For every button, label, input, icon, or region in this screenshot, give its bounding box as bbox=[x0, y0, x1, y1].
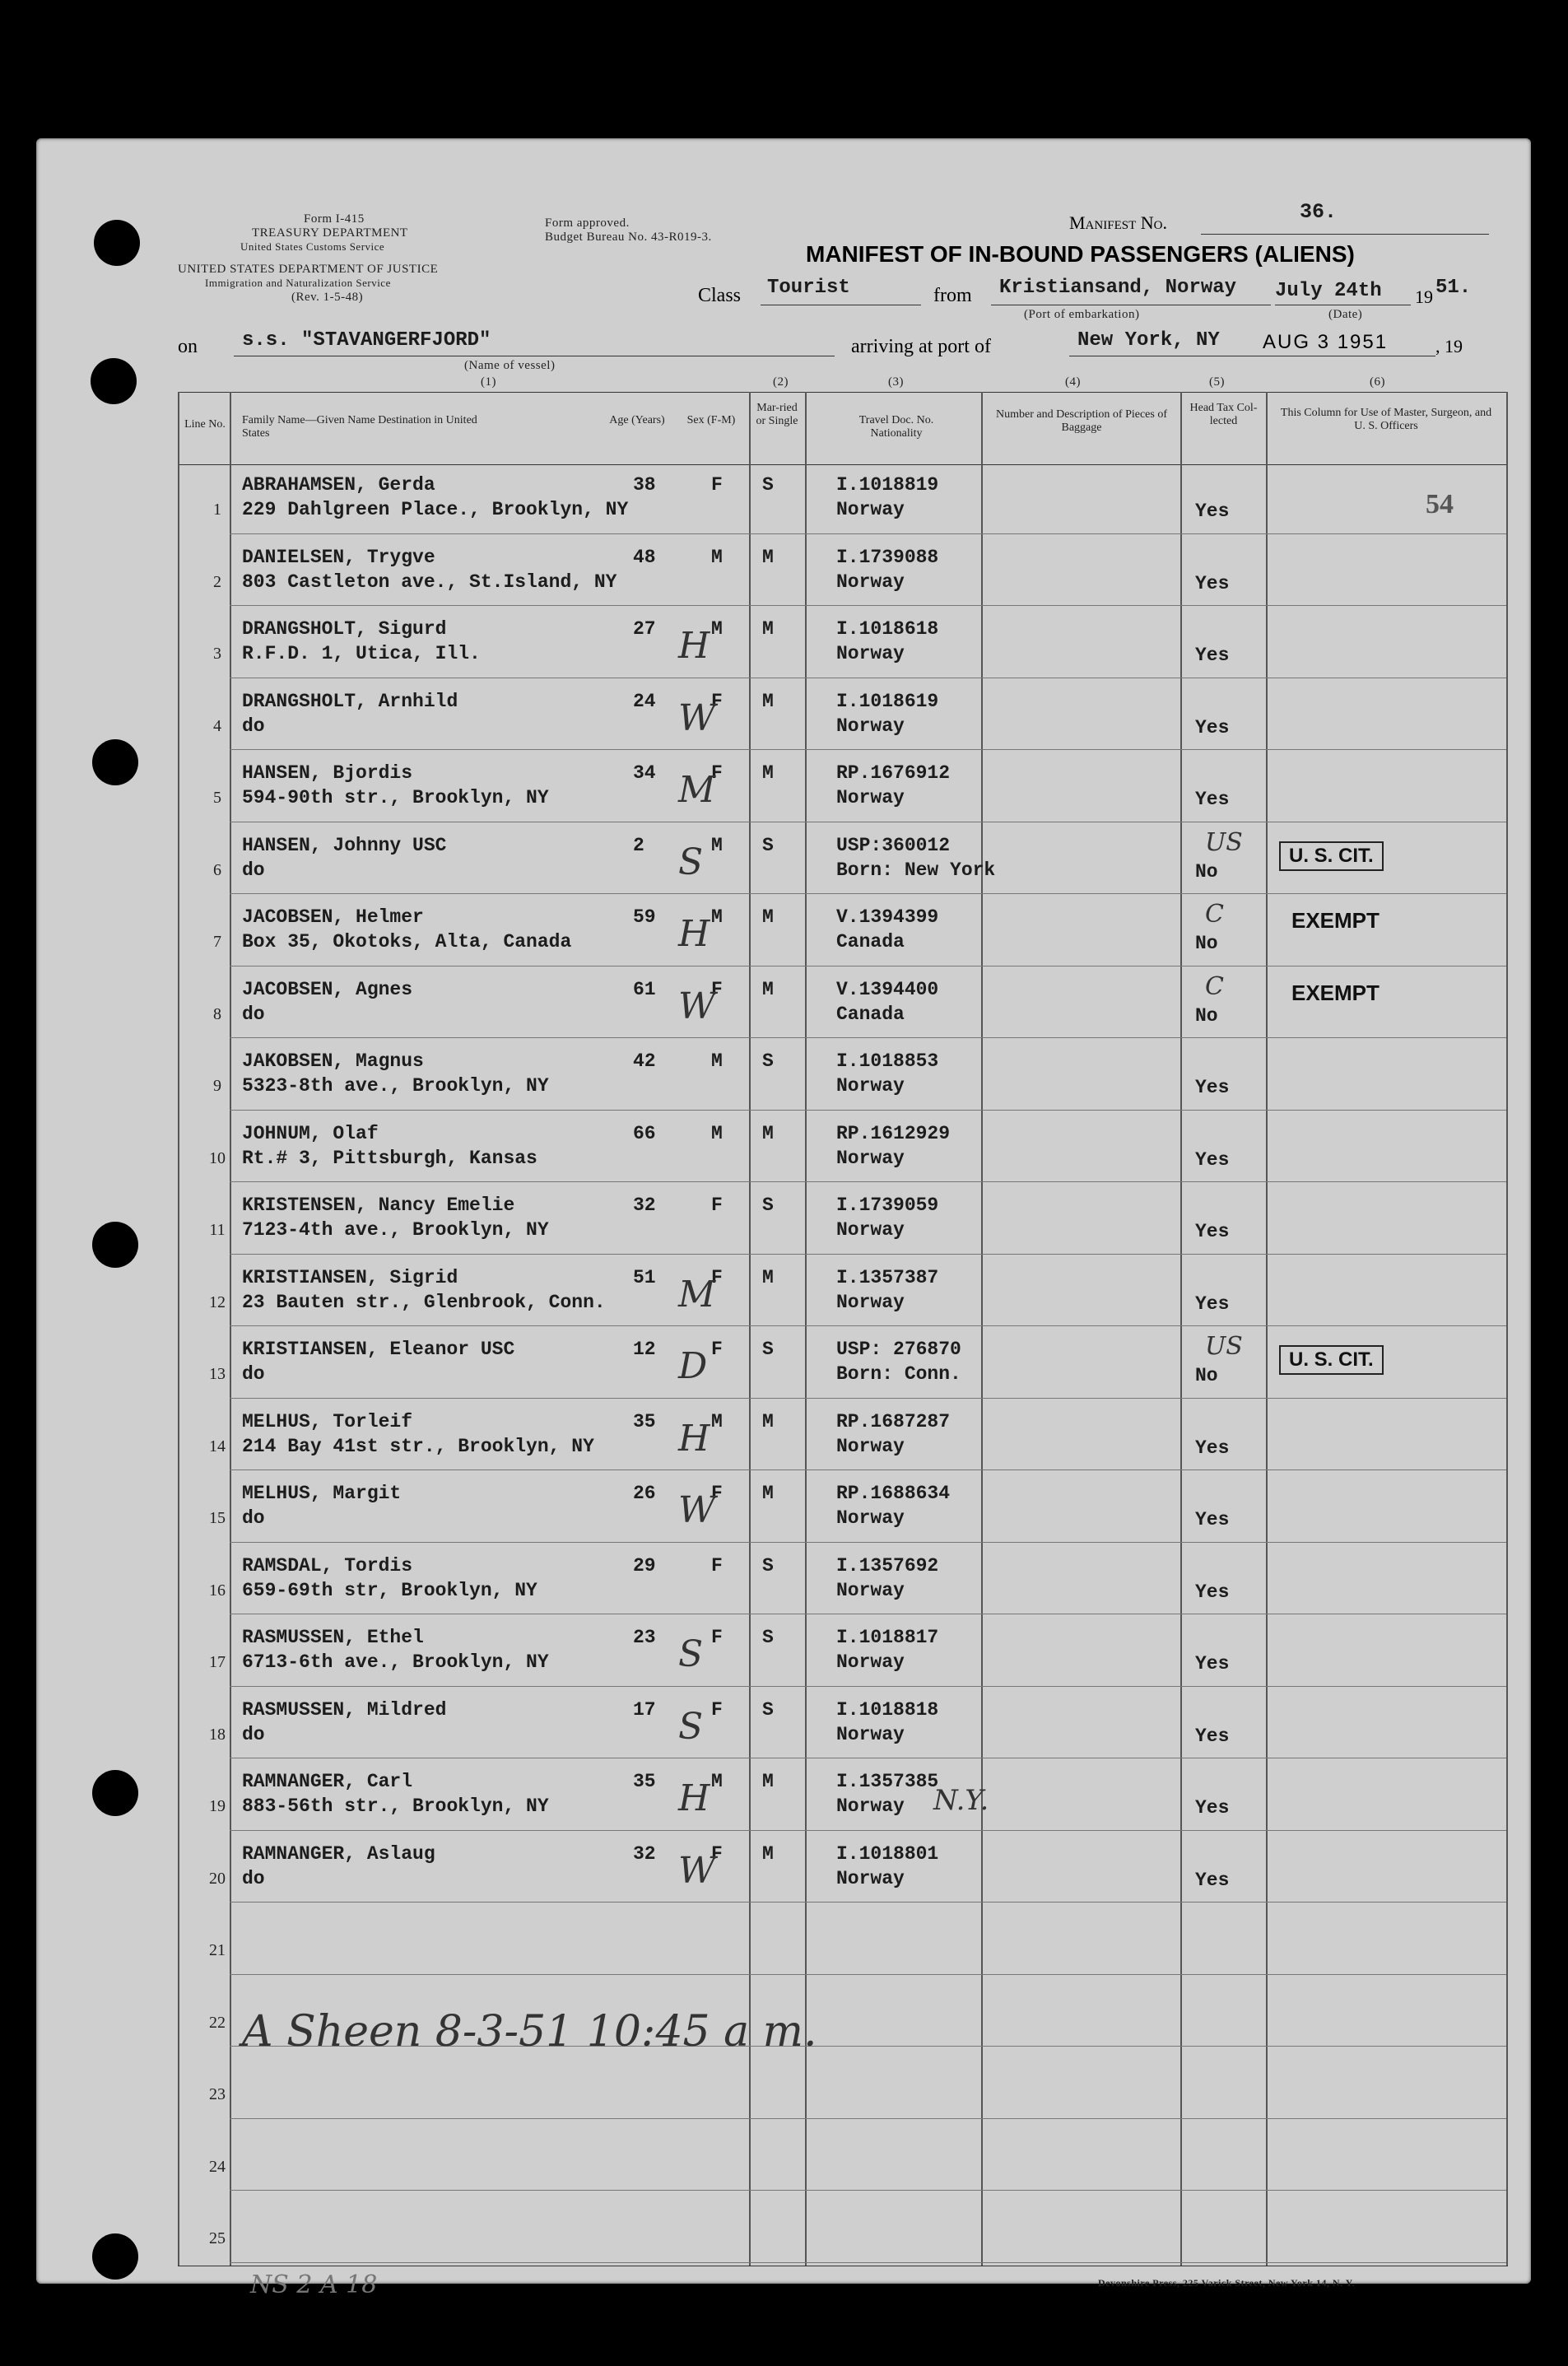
handwritten-mark: H bbox=[678, 1777, 710, 1819]
page-title: MANIFEST OF IN-BOUND PASSENGERS (ALIENS) bbox=[806, 241, 1355, 267]
table-row bbox=[230, 2118, 1506, 2119]
passenger-sex: F bbox=[711, 1627, 723, 1648]
passenger-age: 61 bbox=[633, 978, 656, 1000]
table-row bbox=[230, 749, 1506, 750]
marital-status: M bbox=[762, 1122, 774, 1144]
col-number: (5) bbox=[1209, 375, 1225, 389]
exempt-stamp: EXEMPT bbox=[1291, 980, 1380, 1005]
passenger-name: JOHNUM, Olaf bbox=[242, 1122, 379, 1144]
table-row bbox=[230, 605, 1506, 606]
line-number: 6 bbox=[213, 860, 221, 879]
manifest-no-label: Manifest No. bbox=[1069, 212, 1167, 233]
line-number: 3 bbox=[213, 645, 221, 663]
bottom-left-note: NS 2 A 18 bbox=[250, 2271, 378, 2299]
head-tax: Yes bbox=[1195, 1292, 1230, 1315]
passenger-name: RAMSDAL, Tordis bbox=[242, 1554, 413, 1577]
travel-doc: I.1357385 bbox=[836, 1771, 939, 1792]
nationality: Canada bbox=[836, 931, 905, 952]
head-tax: Yes bbox=[1195, 1077, 1230, 1098]
passenger-sex: M bbox=[711, 546, 723, 568]
us-citizen-stamp: U. S. CIT. bbox=[1279, 1345, 1384, 1375]
form-approved: Form approved. bbox=[545, 217, 630, 230]
passenger-sex: M bbox=[711, 1771, 723, 1792]
travel-doc: I.1357692 bbox=[836, 1554, 939, 1577]
port-embark-caption: (Port of embarkation) bbox=[1024, 308, 1140, 321]
customs-service: United States Customs Service bbox=[240, 240, 385, 253]
passenger-destination: 6713-6th ave., Brooklyn, NY bbox=[242, 1651, 549, 1673]
travel-doc: USP:360012 bbox=[836, 834, 951, 856]
passenger-age: 29 bbox=[633, 1554, 656, 1577]
tax-handmark: C bbox=[1205, 900, 1224, 929]
head-tax: Yes bbox=[1195, 1725, 1230, 1747]
marital-status: M bbox=[762, 1266, 774, 1288]
nationality: Norway bbox=[836, 1867, 905, 1889]
table-row bbox=[230, 1469, 1506, 1470]
passenger-age: 59 bbox=[633, 906, 656, 928]
tax-handmark: US bbox=[1205, 1332, 1243, 1361]
table-head-border bbox=[178, 464, 1508, 465]
travel-doc: I.1018817 bbox=[836, 1627, 939, 1648]
passenger-age: 23 bbox=[633, 1627, 656, 1648]
passenger-sex: M bbox=[711, 906, 723, 928]
passenger-sex: F bbox=[711, 1339, 723, 1360]
passenger-destination: 5323-8th ave., Brooklyn, NY bbox=[242, 1075, 549, 1097]
vessel-caption: (Name of vessel) bbox=[464, 359, 556, 372]
top-right-number: 54 bbox=[1426, 489, 1454, 519]
line-number: 20 bbox=[209, 1869, 226, 1888]
marital-status: S bbox=[762, 1554, 774, 1577]
nationality: Born: New York bbox=[836, 859, 996, 881]
handwritten-mark: H bbox=[678, 913, 710, 955]
us-citizen-stamp: U. S. CIT. bbox=[1279, 841, 1384, 871]
vessel-name: s.s. "STAVANGERFJORD" bbox=[242, 329, 491, 352]
passenger-age: 26 bbox=[633, 1483, 656, 1504]
table-row bbox=[230, 1254, 1506, 1255]
handwritten-mark: W bbox=[678, 1849, 716, 1892]
passenger-name: RASMUSSEN, Ethel bbox=[242, 1627, 424, 1648]
handwritten-mark: H bbox=[678, 625, 710, 667]
nationality: Norway bbox=[836, 1075, 905, 1097]
handwritten-mark: W bbox=[678, 985, 716, 1027]
class-value: Tourist bbox=[767, 277, 850, 299]
line-number: 9 bbox=[213, 1077, 221, 1095]
passenger-sex: M bbox=[711, 618, 723, 640]
passenger-sex: F bbox=[711, 762, 723, 784]
year-prefix: 19 bbox=[1415, 286, 1433, 307]
table-top-border bbox=[178, 392, 1508, 393]
passenger-name: HANSEN, Bjordis bbox=[242, 762, 413, 784]
travel-doc: USP: 276870 bbox=[836, 1339, 961, 1360]
travel-doc: I.1018619 bbox=[836, 690, 939, 712]
binder-hole bbox=[92, 2233, 138, 2280]
head-tax: Yes bbox=[1195, 716, 1230, 738]
marital-status: S bbox=[762, 1050, 774, 1072]
passenger-destination: do bbox=[242, 859, 265, 881]
passenger-age: 35 bbox=[633, 1771, 656, 1792]
marital-status: S bbox=[762, 1627, 774, 1648]
passenger-name: JAKOBSEN, Magnus bbox=[242, 1050, 424, 1072]
col-head-travel: Travel Doc. No. Nationality bbox=[858, 414, 934, 440]
line-number: 24 bbox=[209, 2157, 226, 2176]
passenger-age: 34 bbox=[633, 762, 656, 784]
passenger-sex: F bbox=[711, 978, 723, 1000]
passenger-age: 48 bbox=[633, 546, 656, 568]
travel-doc: V.1394399 bbox=[836, 906, 939, 928]
arrival-date-stamp: AUG 3 1951 bbox=[1263, 331, 1389, 353]
passenger-name: DANIELSEN, Trygve bbox=[242, 546, 435, 568]
passenger-destination: 23 Bauten str., Glenbrook, Conn. bbox=[242, 1291, 606, 1313]
budget-bureau: Budget Bureau No. 43-R019-3. bbox=[545, 231, 712, 244]
handwritten-mark: S bbox=[678, 1633, 704, 1675]
travel-doc: I.1018801 bbox=[836, 1842, 939, 1865]
col-head-name: Family Name—Given Name Destination in United States bbox=[242, 414, 477, 440]
head-tax: Yes bbox=[1195, 1221, 1230, 1242]
nationality: Norway bbox=[836, 1579, 905, 1601]
passenger-age: 17 bbox=[633, 1698, 656, 1721]
head-tax: Yes bbox=[1195, 1509, 1230, 1530]
nationality: Norway bbox=[836, 1795, 905, 1817]
travel-doc: V.1394400 bbox=[836, 978, 939, 1000]
passenger-name: JACOBSEN, Helmer bbox=[242, 906, 424, 928]
passenger-name: KRISTIANSEN, Eleanor USC bbox=[242, 1339, 515, 1360]
passenger-sex: M bbox=[711, 1410, 723, 1432]
line-number: 21 bbox=[209, 1941, 226, 1959]
passenger-sex: F bbox=[711, 690, 723, 712]
nationality: Norway bbox=[836, 643, 905, 664]
nationality: Norway bbox=[836, 1291, 905, 1313]
nationality: Norway bbox=[836, 1219, 905, 1241]
handwritten-mark: W bbox=[678, 696, 716, 739]
line-number: 25 bbox=[209, 2229, 226, 2247]
nationality: Norway bbox=[836, 1723, 905, 1745]
line-number: 4 bbox=[213, 716, 221, 735]
passenger-age: 51 bbox=[633, 1266, 656, 1288]
passenger-name: ABRAHAMSEN, Gerda bbox=[242, 474, 435, 496]
passenger-name: HANSEN, Johnny USC bbox=[242, 834, 447, 856]
marital-status: M bbox=[762, 762, 774, 784]
passenger-destination: Box 35, Okotoks, Alta, Canada bbox=[242, 931, 572, 952]
passenger-destination: do bbox=[242, 1723, 265, 1745]
head-tax: Yes bbox=[1195, 645, 1230, 666]
class-label: Class bbox=[698, 285, 742, 306]
passenger-destination: 229 Dahlgreen Place., Brooklyn, NY bbox=[242, 499, 629, 520]
passenger-sex: F bbox=[711, 1698, 723, 1721]
tax-handmark: US bbox=[1205, 827, 1243, 857]
travel-doc: I.1357387 bbox=[836, 1266, 939, 1288]
head-tax: Yes bbox=[1195, 1581, 1230, 1603]
head-tax: No bbox=[1195, 933, 1218, 954]
revision: (Rev. 1-5-48) bbox=[291, 291, 364, 304]
binder-hole bbox=[92, 739, 138, 785]
line-number: 22 bbox=[209, 2013, 226, 2032]
head-tax: No bbox=[1195, 1365, 1218, 1386]
passenger-age: 42 bbox=[633, 1050, 656, 1072]
line-number: 19 bbox=[209, 1797, 226, 1815]
binder-hole bbox=[92, 1770, 138, 1816]
col-number: (6) bbox=[1370, 375, 1385, 389]
travel-doc: I.1018618 bbox=[836, 618, 939, 640]
nationality: Norway bbox=[836, 499, 905, 520]
table-row bbox=[230, 893, 1506, 894]
line-number: 10 bbox=[209, 1148, 226, 1167]
nationality: Norway bbox=[836, 1651, 905, 1673]
table-row bbox=[230, 1542, 1506, 1543]
binder-hole bbox=[92, 1222, 138, 1268]
passenger-age: 27 bbox=[633, 618, 656, 640]
binder-hole bbox=[91, 358, 137, 404]
travel-doc: I.1739088 bbox=[836, 546, 939, 568]
table-row bbox=[230, 1037, 1506, 1038]
line-number: 5 bbox=[213, 789, 221, 807]
head-tax: No bbox=[1195, 1004, 1218, 1027]
head-tax: Yes bbox=[1195, 572, 1230, 594]
passenger-name: DRANGSHOLT, Arnhild bbox=[242, 690, 458, 712]
handwritten-mark: S bbox=[678, 841, 704, 883]
passenger-name: KRISTENSEN, Nancy Emelie bbox=[242, 1195, 515, 1216]
nationality: Norway bbox=[836, 787, 905, 808]
manifest-no-line bbox=[1201, 234, 1489, 235]
year-value: 51. bbox=[1435, 277, 1472, 299]
col-head-married: Mar-ried or Single bbox=[756, 402, 798, 427]
passenger-sex: F bbox=[711, 1554, 723, 1577]
marital-status: S bbox=[762, 1698, 774, 1721]
line-number: 8 bbox=[213, 1004, 221, 1023]
line-number: 18 bbox=[209, 1725, 226, 1744]
line-number: 15 bbox=[209, 1509, 226, 1527]
form-number: Form I-415 bbox=[304, 212, 365, 226]
table-row bbox=[230, 1974, 1506, 1975]
line-number: 13 bbox=[209, 1365, 226, 1383]
nationality-handmark: N.Y. bbox=[933, 1784, 989, 1817]
travel-doc: I.1739059 bbox=[836, 1195, 939, 1216]
marital-status: M bbox=[762, 1410, 774, 1432]
line-number: 7 bbox=[213, 933, 221, 951]
head-tax: Yes bbox=[1195, 1653, 1230, 1674]
passenger-destination: do bbox=[242, 715, 265, 737]
head-tax: No bbox=[1195, 860, 1218, 883]
table-row bbox=[230, 1686, 1506, 1687]
marital-status: S bbox=[762, 1195, 774, 1216]
table-row bbox=[230, 1398, 1506, 1399]
justice-dept: UNITED STATES DEPARTMENT OF JUSTICE bbox=[178, 263, 439, 276]
marital-status: S bbox=[762, 834, 774, 856]
head-tax: Yes bbox=[1195, 501, 1230, 522]
passenger-destination: do bbox=[242, 1003, 265, 1025]
nationality: Born: Conn. bbox=[836, 1363, 961, 1385]
passenger-age: 2 bbox=[633, 834, 644, 856]
col-number: (2) bbox=[773, 375, 789, 389]
passenger-destination: 883-56th str., Brooklyn, NY bbox=[242, 1795, 549, 1817]
line-number: 12 bbox=[209, 1292, 226, 1311]
inspector-note: A Sheen 8-3-51 10:45 a m. bbox=[242, 2007, 817, 2056]
col-divider bbox=[749, 392, 751, 2266]
col-divider bbox=[1180, 392, 1182, 2266]
nationality: Norway bbox=[836, 571, 905, 593]
table-row bbox=[230, 533, 1506, 534]
passenger-destination: 803 Castleton ave., St.Island, NY bbox=[242, 571, 617, 593]
ins-service: Immigration and Naturalization Service bbox=[205, 277, 391, 289]
passenger-name: JACOBSEN, Agnes bbox=[242, 978, 413, 1000]
printer-imprint: Devonshire Press, 225 Varick Street, New York 14, N. Y. bbox=[1098, 2277, 1356, 2289]
marital-status: S bbox=[762, 474, 774, 496]
marital-status: M bbox=[762, 690, 774, 712]
passenger-name: MELHUS, Torleif bbox=[242, 1410, 413, 1432]
marital-status: M bbox=[762, 906, 774, 928]
table-row bbox=[230, 2190, 1506, 2191]
line-number: 23 bbox=[209, 2085, 226, 2103]
head-tax: Yes bbox=[1195, 789, 1230, 810]
marital-status: M bbox=[762, 978, 774, 1000]
passenger-sex: M bbox=[711, 1050, 723, 1072]
date-caption: (Date) bbox=[1328, 308, 1363, 321]
travel-doc: I.1018818 bbox=[836, 1698, 939, 1721]
nationality: Norway bbox=[836, 715, 905, 737]
col-number: (4) bbox=[1065, 375, 1081, 389]
col-number: (3) bbox=[888, 375, 904, 389]
col-head-officers: This Column for Use of Master, Surgeon, and U. S. Officers bbox=[1280, 407, 1492, 432]
passenger-name: KRISTIANSEN, Sigrid bbox=[242, 1266, 458, 1288]
table-row bbox=[230, 1902, 1506, 1903]
marital-status: M bbox=[762, 1483, 774, 1504]
col-head-line: Line No. bbox=[184, 418, 226, 431]
handwritten-mark: D bbox=[678, 1345, 708, 1387]
travel-doc: RP.1688634 bbox=[836, 1483, 951, 1504]
handwritten-mark: W bbox=[678, 1489, 716, 1531]
binder-hole bbox=[94, 220, 140, 266]
passenger-age: 35 bbox=[633, 1410, 656, 1432]
col-divider bbox=[981, 392, 983, 2266]
travel-doc: I.1018819 bbox=[836, 474, 939, 496]
travel-doc: RP.1687287 bbox=[836, 1410, 951, 1432]
line-number: 2 bbox=[213, 572, 221, 591]
passenger-sex: F bbox=[711, 1266, 723, 1288]
col-head-headtax: Head Tax Col-lected bbox=[1189, 402, 1258, 427]
manifest-sheet bbox=[36, 138, 1531, 2299]
handwritten-mark: H bbox=[678, 1417, 710, 1460]
head-tax: Yes bbox=[1195, 1869, 1230, 1891]
passenger-name: MELHUS, Margit bbox=[242, 1483, 402, 1504]
passenger-name: DRANGSHOLT, Sigurd bbox=[242, 618, 447, 640]
table-row bbox=[230, 1325, 1506, 1326]
line-number: 16 bbox=[209, 1581, 226, 1600]
date-value: July 24th bbox=[1275, 280, 1382, 302]
line-number: 11 bbox=[209, 1221, 226, 1239]
col-divider bbox=[805, 392, 807, 2266]
passenger-destination: Rt.# 3, Pittsburgh, Kansas bbox=[242, 1147, 537, 1169]
on-label: on bbox=[178, 336, 198, 357]
line-number: 1 bbox=[213, 501, 221, 519]
handwritten-mark: S bbox=[678, 1705, 704, 1748]
marital-status: M bbox=[762, 1842, 774, 1865]
passenger-sex: F bbox=[711, 1842, 723, 1865]
passenger-age: 66 bbox=[633, 1122, 656, 1144]
line-number: 14 bbox=[209, 1437, 226, 1455]
passenger-destination: 659-69th str, Brooklyn, NY bbox=[242, 1579, 537, 1601]
col-head-sex: Sex (F-M) bbox=[686, 414, 736, 426]
nationality: Norway bbox=[836, 1435, 905, 1457]
passenger-destination: do bbox=[242, 1363, 265, 1385]
nationality: Canada bbox=[836, 1003, 905, 1025]
passenger-sex: F bbox=[711, 474, 723, 496]
treasury-dept: TREASURY DEPARTMENT bbox=[252, 226, 408, 240]
table-row bbox=[230, 1110, 1506, 1111]
passenger-sex: F bbox=[711, 1483, 723, 1504]
passenger-sex: M bbox=[711, 834, 723, 856]
passenger-age: 32 bbox=[633, 1195, 656, 1216]
passenger-destination: 214 Bay 41st str., Brooklyn, NY bbox=[242, 1435, 594, 1457]
travel-doc: RP.1676912 bbox=[836, 762, 951, 784]
col-divider bbox=[178, 392, 179, 2266]
exempt-stamp: EXEMPT bbox=[1291, 908, 1380, 933]
passenger-destination: 7123-4th ave., Brooklyn, NY bbox=[242, 1219, 549, 1241]
col-divider bbox=[230, 392, 231, 2266]
marital-status: M bbox=[762, 546, 774, 568]
passenger-destination: 594-90th str., Brooklyn, NY bbox=[242, 787, 549, 808]
marital-status: M bbox=[762, 618, 774, 640]
col-divider bbox=[1506, 392, 1508, 2266]
col-number: (1) bbox=[481, 375, 496, 389]
table-row bbox=[230, 1181, 1506, 1182]
arrival-port: New York, NY bbox=[1077, 329, 1220, 352]
from-value: Kristiansand, Norway bbox=[999, 277, 1237, 299]
passenger-name: RAMNANGER, Aslaug bbox=[242, 1842, 435, 1865]
table-row bbox=[230, 1830, 1506, 1831]
arriving-label: arriving at port of bbox=[851, 336, 991, 357]
handwritten-mark: M bbox=[678, 769, 716, 811]
nationality: Norway bbox=[836, 1147, 905, 1169]
marital-status: M bbox=[762, 1771, 774, 1792]
travel-doc: I.1018853 bbox=[836, 1050, 939, 1072]
passenger-sex: M bbox=[711, 1122, 723, 1144]
table-row bbox=[230, 2262, 1506, 2263]
head-tax: Yes bbox=[1195, 1148, 1230, 1171]
arrival-year-suffix: , 19 bbox=[1435, 336, 1463, 356]
handwritten-mark: M bbox=[678, 1273, 716, 1316]
passenger-name: RAMNANGER, Carl bbox=[242, 1771, 413, 1792]
passenger-age: 12 bbox=[633, 1339, 656, 1360]
col-head-age: Age (Years) bbox=[609, 414, 665, 426]
passenger-age: 38 bbox=[633, 474, 656, 496]
marital-status: S bbox=[762, 1339, 774, 1360]
passenger-destination: do bbox=[242, 1507, 265, 1529]
head-tax: Yes bbox=[1195, 1797, 1230, 1819]
passenger-destination: R.F.D. 1, Utica, Ill. bbox=[242, 643, 481, 664]
passenger-age: 24 bbox=[633, 690, 656, 712]
col-divider bbox=[1266, 392, 1268, 2266]
tax-handmark: C bbox=[1205, 971, 1224, 1001]
passenger-destination: do bbox=[242, 1867, 265, 1889]
manifest-no: 36. bbox=[1300, 200, 1338, 224]
nationality: Norway bbox=[836, 1507, 905, 1529]
col-head-baggage: Number and Description of Pieces of Baggage bbox=[996, 408, 1167, 434]
line-number: 17 bbox=[209, 1653, 226, 1671]
head-tax: Yes bbox=[1195, 1437, 1230, 1459]
from-label: from bbox=[933, 285, 972, 306]
passenger-name: RASMUSSEN, Mildred bbox=[242, 1698, 447, 1721]
passenger-sex: F bbox=[711, 1195, 723, 1216]
passenger-age: 32 bbox=[633, 1842, 656, 1865]
travel-doc: RP.1612929 bbox=[836, 1122, 951, 1144]
